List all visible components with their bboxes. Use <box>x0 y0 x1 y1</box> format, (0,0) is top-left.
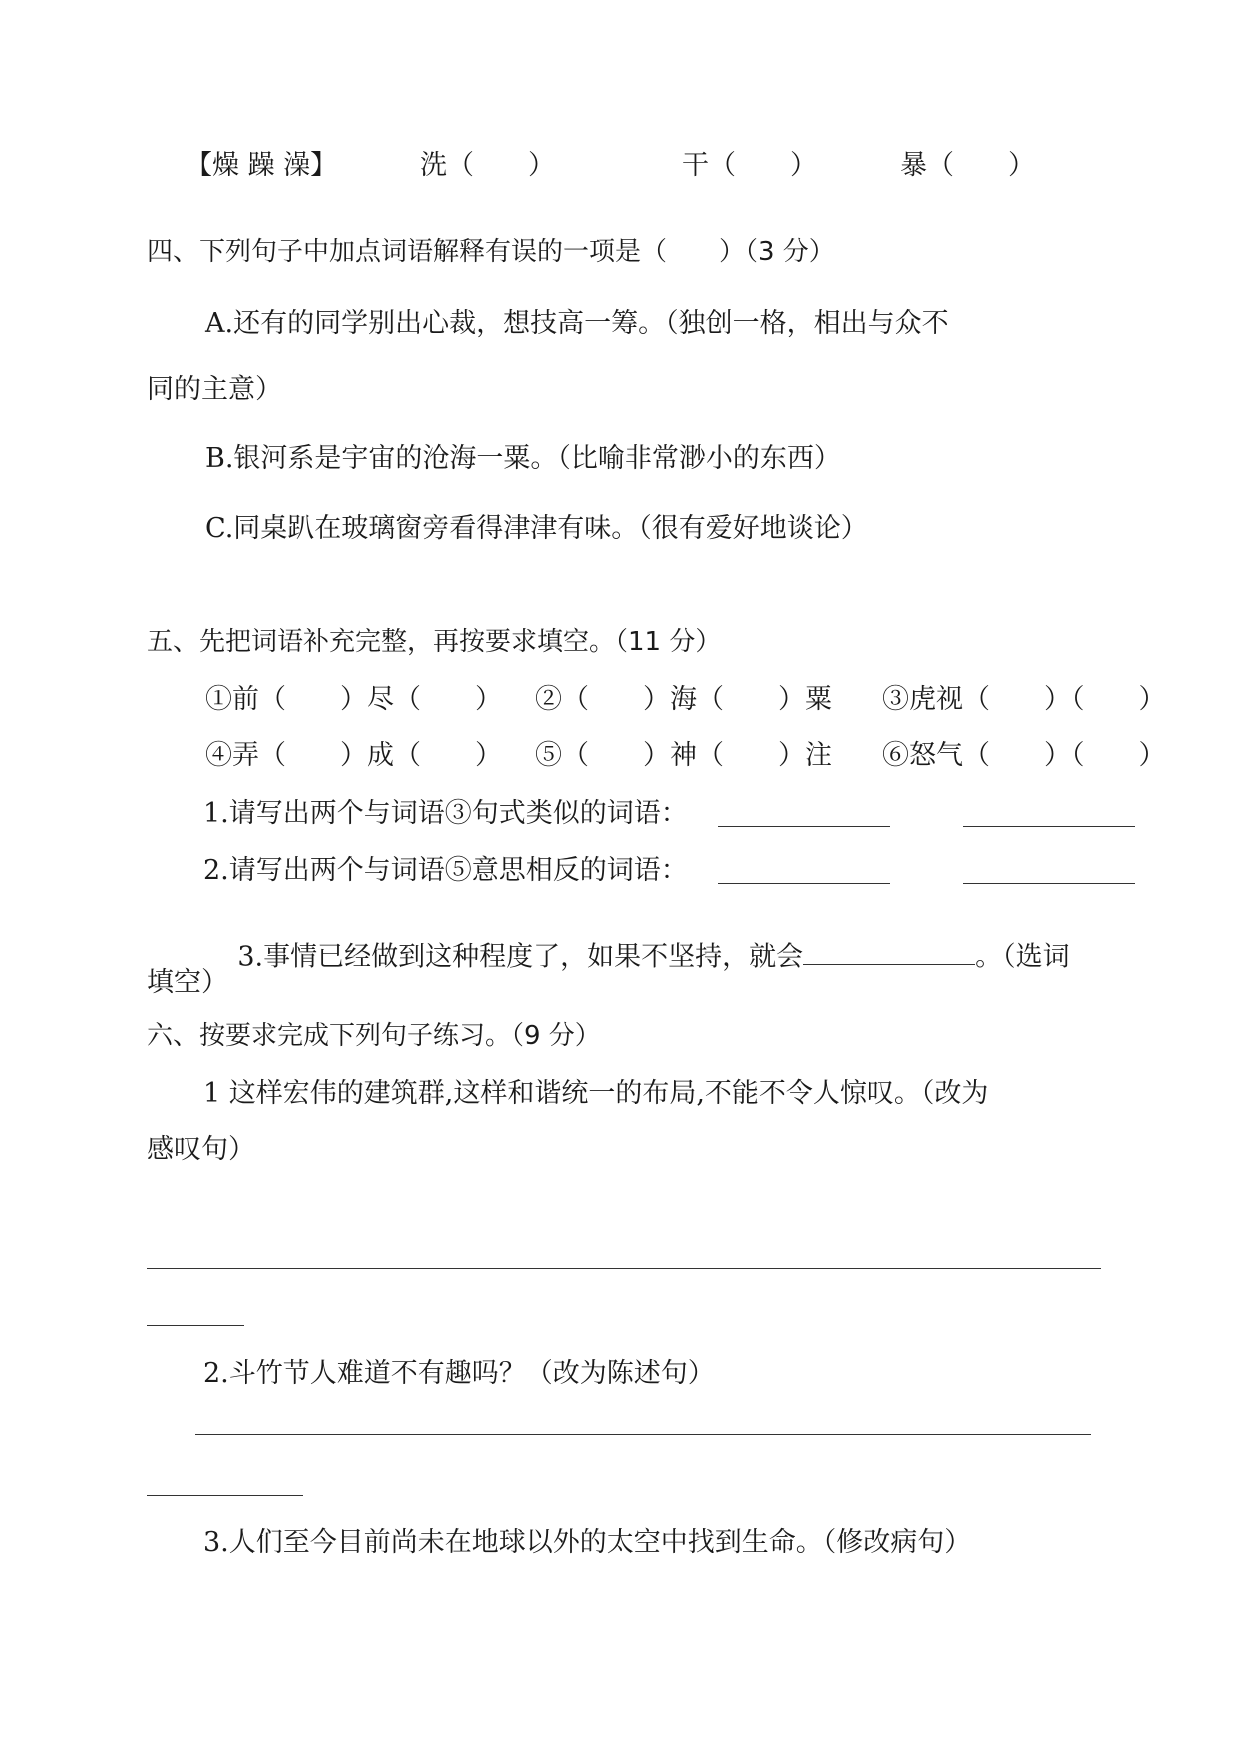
section-4-heading: 四、下列句子中加点词语解释有误的一项是（ ）（3 分） <box>147 237 835 267</box>
answer-blank[interactable] <box>963 883 1135 884</box>
answer-line[interactable] <box>147 1325 244 1326</box>
s5-question-3-cont: 填空） <box>147 967 228 998</box>
idiom-5: ⑤（ ）神（ ）注 <box>535 740 832 771</box>
section-5-heading: 五、先把词语补充完整，再按要求填空。（11 分） <box>147 627 722 657</box>
answer-line[interactable] <box>147 1495 303 1496</box>
char-blank-wash: 洗（ ） <box>420 150 555 181</box>
s6-question-1-line1: 1 这样宏伟的建筑群,这样和谐统一的布局,不能不令人惊叹。（改为 <box>203 1078 989 1109</box>
idiom-2: ②（ ）海（ ）粟 <box>535 684 832 715</box>
idiom-3: ③虎视（ ）（ ） <box>882 684 1166 715</box>
section-6-heading: 六、按要求完成下列句子练习。（9 分） <box>147 1021 601 1051</box>
char-choice-group: 【燥 躁 澡】 <box>185 150 338 181</box>
idiom-1: ①前（ ）尽（ ） <box>205 684 502 715</box>
s5-q3-prefix: 3.事情已经做到这种程度了，如果不坚持，就会 <box>237 941 804 973</box>
char-blank-dry: 干（ ） <box>682 150 817 181</box>
s6-question-2: 2.斗竹节人难道不有趣吗？（改为陈述句） <box>203 1358 715 1389</box>
s5-question-1: 1.请写出两个与词语③句式类似的词语： <box>203 798 688 829</box>
s6-question-1-line2: 感叹句） <box>147 1134 255 1165</box>
answer-line[interactable] <box>147 1268 1101 1269</box>
s6-question-3: 3.人们至今目前尚未在地球以外的太空中找到生命。（修改病句） <box>203 1527 972 1558</box>
option-a-line2: 同的主意） <box>147 374 282 405</box>
answer-line[interactable] <box>195 1434 1091 1435</box>
idiom-6: ⑥怒气（ ）（ ） <box>882 740 1166 771</box>
answer-blank[interactable] <box>718 883 890 884</box>
answer-blank[interactable] <box>803 940 975 965</box>
option-c: C.同桌趴在玻璃窗旁看得津津有味。（很有爱好地谈论） <box>205 513 868 544</box>
s5-question-3 <box>203 913 1070 997</box>
idiom-4: ④弄（ ）成（ ） <box>205 740 502 771</box>
option-a-line1: A.还有的同学别出心裁，想技高一筹。（独创一格，相出与众不 <box>205 308 949 339</box>
char-blank-violent: 暴（ ） <box>900 150 1035 181</box>
s5-question-2: 2.请写出两个与词语⑤意思相反的词语： <box>203 855 688 886</box>
answer-blank[interactable] <box>718 826 890 827</box>
s5-q3-suffix: 。（选词 <box>975 941 1070 973</box>
answer-blank[interactable] <box>963 826 1135 827</box>
option-b: B.银河系是宇宙的沧海一粟。（比喻非常渺小的东西） <box>205 443 841 474</box>
